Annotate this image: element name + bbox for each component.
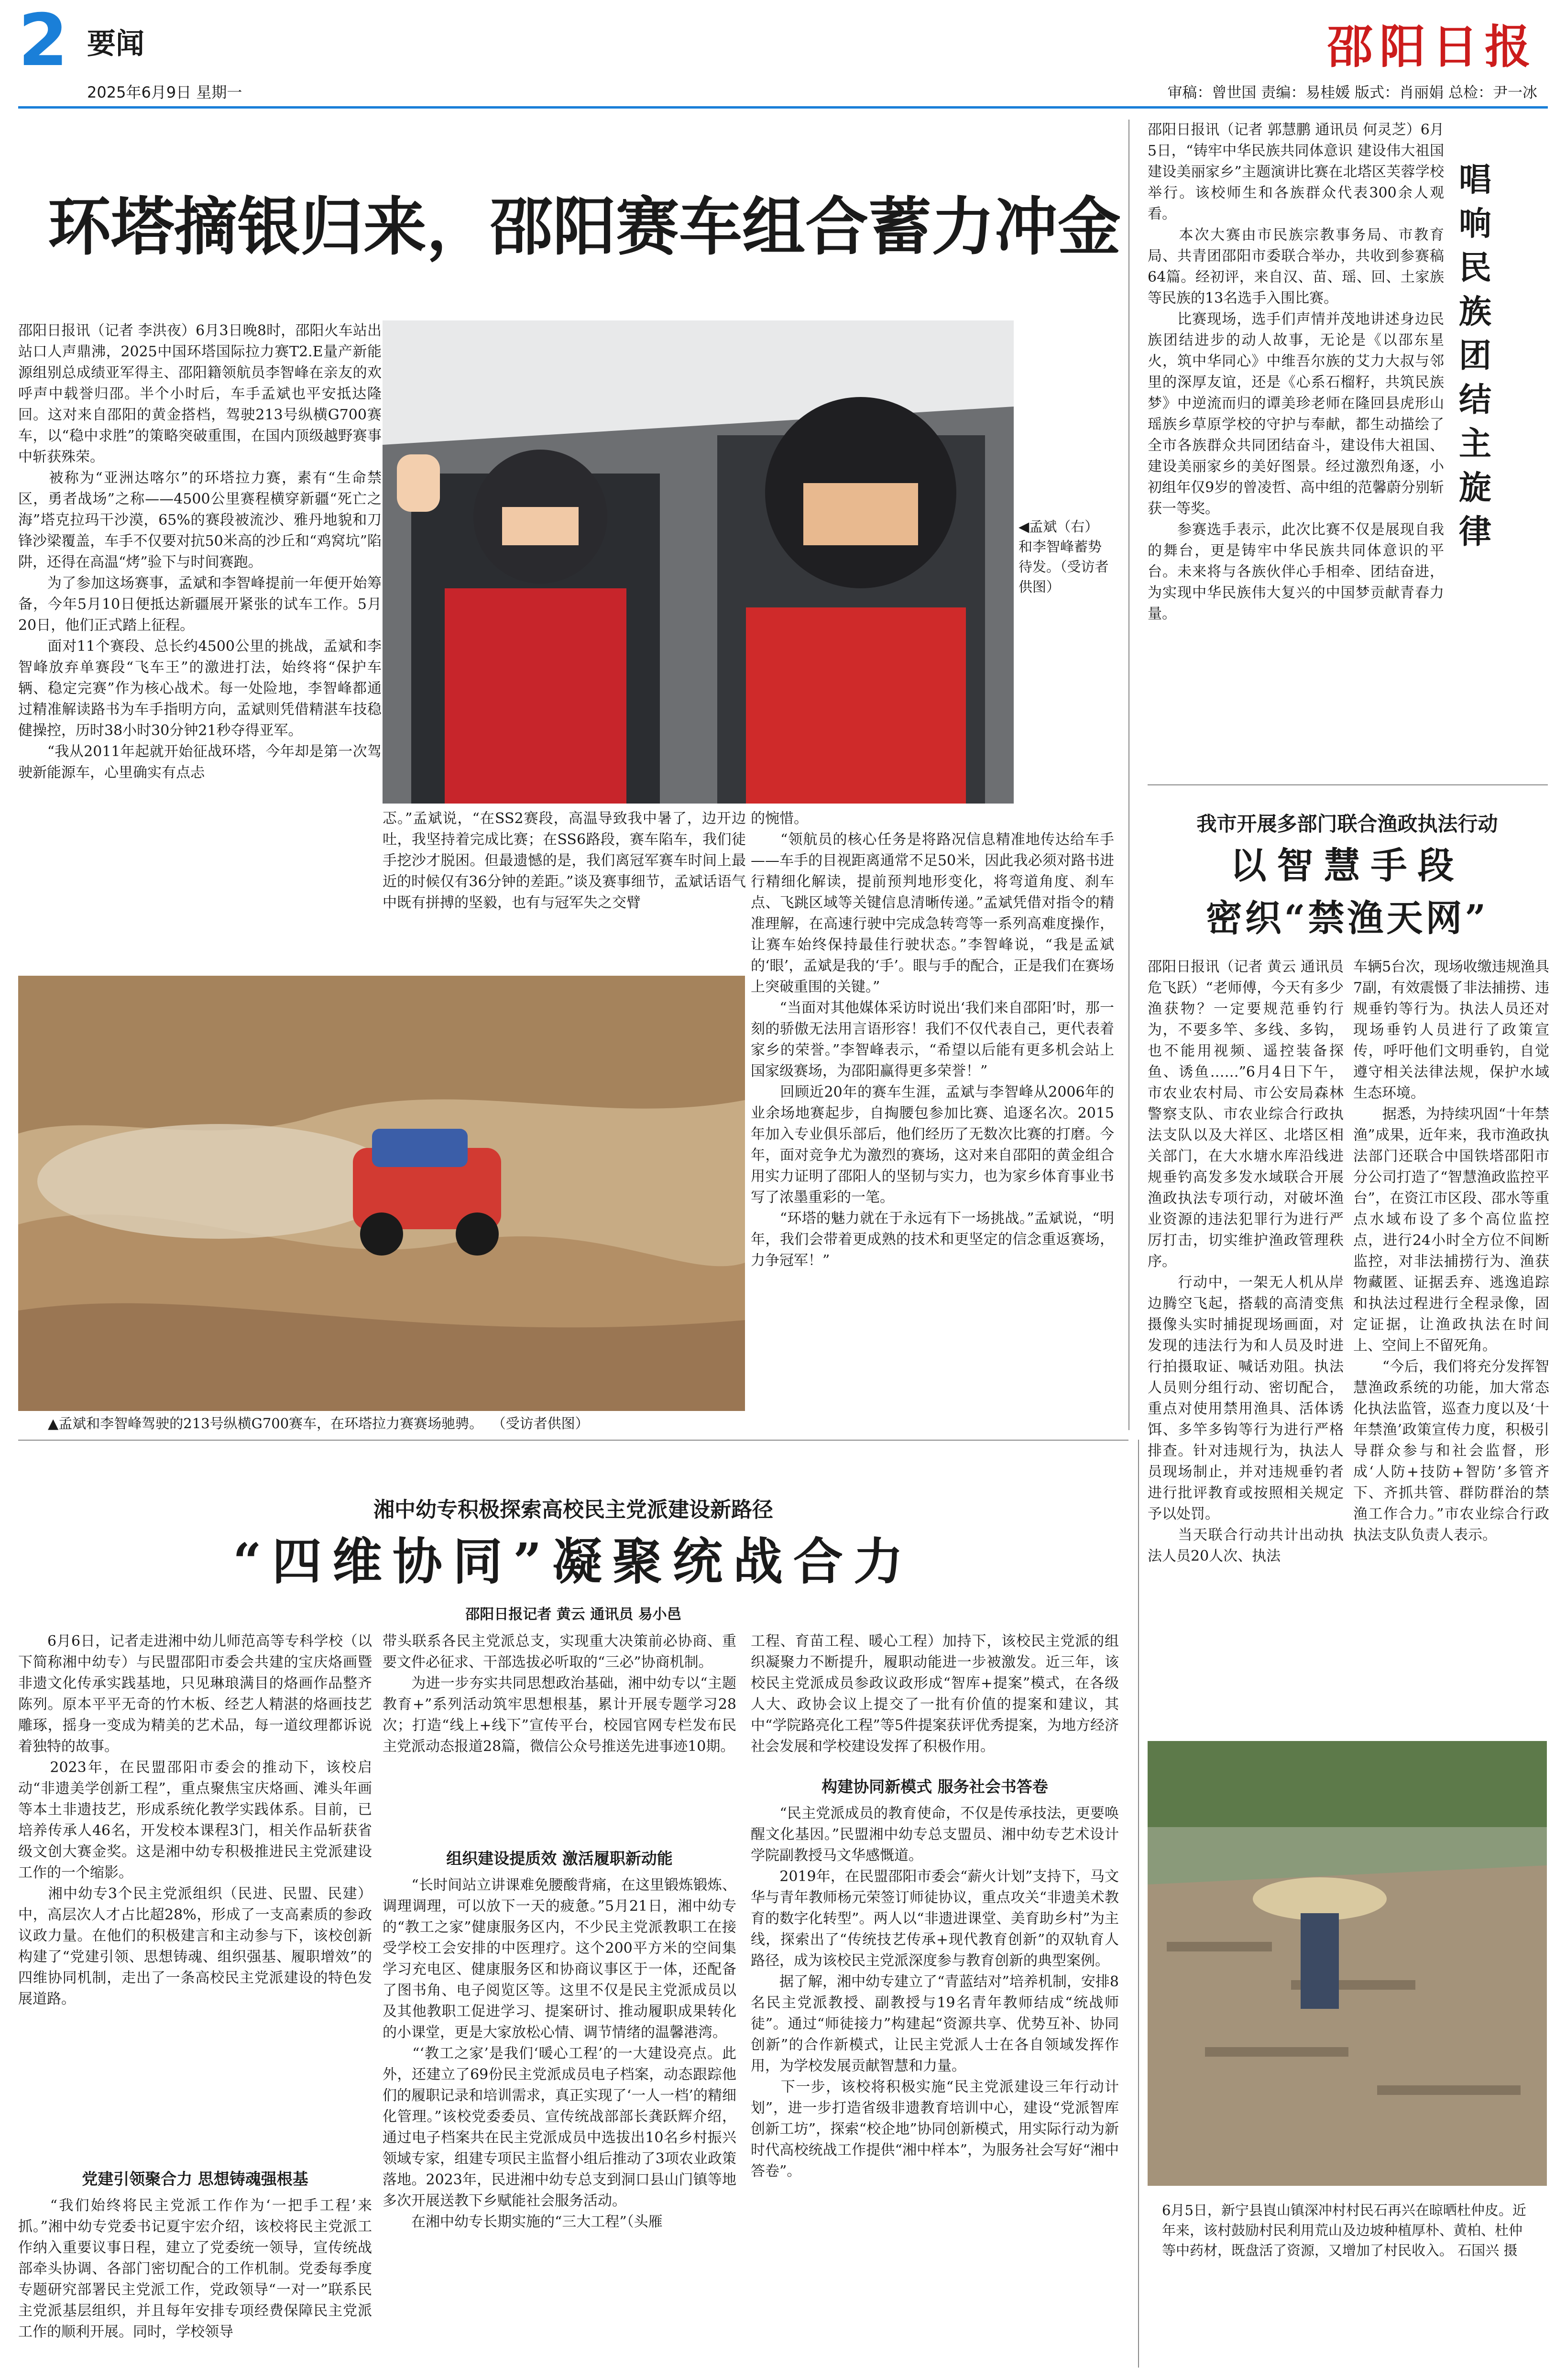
article4-sub3: 构建协同新模式 服务社会书答卷	[821, 1777, 1048, 1796]
article3-col2: 车辆5台次，现场收缴违规渔具7副，有效震慑了非法捕捞、违规垂钓等行为。执法人员还对现场垂钓人员进行了政策宣传，呼吁他们文明垂钓，自觉遵守相关法律法规，保护水域生态环境。 据悉，为持续巩固“十年禁渔”成果，近年来，我市渔政执法部门还联合中国铁塔邵阳市分公司打造了“智慧渔政监控平台”，在资江市区段、邵水等重点水域布设了多个高位监控点，进行24小时全方位不间断监控，对非法捕捞行为、渔获物藏匿、证据丢弃、逃逸追踪和执法过程进行全程录像，固定证据，让渔政执法在时间上、空间上不留死角。 “今后，我们将充分发挥智慧渔政系统的功能，加大常态化执法监管，巡查力度以及‘十年禁渔’政策宣传力度，积极引导群众参与和社会监督，形成‘人防+技防+智防’多管齐下、齐抓共管、群防群治的禁渔工作合力。”市农业综合行政执法支队负责人表示。	[1353, 959, 1549, 1543]
section-title: 要闻	[87, 27, 144, 61]
article4-byline: 邵阳日报记者 黄云 通讯员 易小邑	[465, 1606, 681, 1623]
page-number: 2	[18, 0, 68, 82]
article2-body: 邵阳日报讯（记者 郭慧鹏 通讯员 何灵芝）6月5日，“铸牢中华民族共同体意识 建设伟大祖国 建设美丽家乡”主题演讲比赛在北塔区芙蓉学校举行。该校师生和各族群众代表300余人观看。 本次大赛由市民族宗教事务局、市教育局、共青团邵阳市委联合举办，共收到参赛稿64篇。经初评，来自汉、苗、瑶、回、土家族等民族的13名选手入围比赛。 比赛现场，选手们声情并茂地讲述身边民族团结进步的动人故事，无论是《以邵东星火，筑中华同心》中维吾尔族的艾力大叔与邻里的深厚友谊，还是《心系石榴籽，共筑民族梦》中逆流而归的谭美珍老师在隆回县虎形山瑶族乡草原学校的守护与奉献，都生动描绘了全市各族群众共同团结奋斗，建设伟大祖国、建设美丽家乡的美好图景。经过激烈角逐，小初组年仅9岁的曾凌哲、高中组的范馨蔚分别斩获一等奖。 参赛选手表示，此次比赛不仅是展现自我的舞台，更是铸牢中华民族共同体意识的平台。未来将与各族伙伴心手相牵、团结奋进，为实现中华民族伟大复兴的中国梦贡献青春力量。	[1148, 121, 1444, 622]
article4-title: “四维协同”凝聚统战合力	[233, 1532, 914, 1591]
article2-divider	[1148, 784, 1548, 785]
article3-photo-farmer	[1148, 1741, 1547, 2186]
article3-kicker: 我市开展多部门联合渔政执法行动	[1196, 812, 1498, 836]
article3-title-line2: 密织“禁渔天网”	[1205, 897, 1489, 939]
article4-col1: 6月6日，记者走进湘中幼儿师范高等专科学校（以下简称湘中幼专）与民盟邵阳市委会共建的宝庆烙画暨非遗文化传承实践基地，只见琳琅满目的烙画作品整齐陈列。原本平平无奇的竹木板、经艺人精湛的烙画技艺雕琢，摇身一变成为精美的艺术品，每一道纹理都诉说着独特的故事。 2023年，在民盟邵阳市委会的推动下，该校启动“非遗美学创新工程”，重点聚焦宝庆烙画、滩头年画等本土非遗技艺，形成系统化教学实践体系。目前，已培养传承人46名，开发校本课程3门，相关作品斩获省级文创大赛金奖。这是湘中幼专积极推进民主党派建设工作的一个缩影。 湘中幼专3个民主党派组织（民进、民盟、民建）中，高层次人才占比超28%，形成了一支高素质的参政议政力量。在他们的积极建言和主动参与下，该校创新构建了“党建引领、思想铸魂、组织强基、履职增效”的四维协同机制，走出了一条高校民主党派建设的特色发展道路。	[18, 1633, 372, 2007]
article4-col2b: “长时间站立讲课难免腰酸背痛，在这里锻炼锻炼、调理调理，可以放下一天的疲惫。”5月21日，湘中幼专的“教工之家”健康服务区内，不少民主党派教职工在接受学校工会安排的中医理疗。这个200平方米的空间集学习充电区、健康服务区和协商议事区于一体，还配备了图书角、电子阅览区等。这里不仅是民主党派成员以及其他教职工促进学习、提案研讨、推动履职成果转化的小课堂，更是大家放松心情、调节情绪的温馨港湾。 “‘教工之家’是我们‘暖心工程’的一大建设亮点。此外，还建立了69份民主党派成员电子档案，动态跟踪他们的履职记录和培训需求，真正实现了‘一人一档’的精细化管理。”该校党委委员、宣传统战部部长龚跃辉介绍，通过电子档案共在民主党派成员中选拔出10名乡村振兴领域专家，组建专项民主监督小组后推动了3项农业政策落地。2023年，民进湘中幼专总支到洞口县山门镇等地多次开展送教下乡赋能社会服务活动。 在湘中幼专长期实施的“三大工程”（头雁	[383, 1877, 736, 2230]
article4-divider	[18, 1440, 1128, 1441]
article4-col3b: “民主党派成员的教育使命，不仅是传承技法，更要唤醒文化基因。”民盟湘中幼专总支盟员、湘中幼专艺术设计学院副教授马文华感慨道。 2019年，在民盟邵阳市委会“薪火计划”支持下，马文华与青年教师杨元荣签订师徒协议，重点攻关“非遗美术教育的数字化转型”。两人以“非遗进课堂、美育助乡村”为主线，探索出了“传统技艺传承+现代教育创新”的双轨育人路径，成为该校民主党派深度参与教育创新的典型案例。 据了解，湘中幼专建立了“青蓝结对”培养机制，安排8名民主党派教授、副教授与19名青年教师结成“统战师徒”。通过“师徒接力”构建起“资源共享、优势互补、协同创新”的合作新模式，让民主党派人士在各自领域发挥作用，为学校发展贡献智慧和力量。 下一步，该校将积极实施“民主党派建设三年行动计划”，进一步打造省级非遗教育培训中心，建设“党派智库创新工坊”，探索“校企地”协同创新模式，用实际行动为新时代高校统战工作提供“湘中样本”，为服务社会写好“湘中答卷”。	[751, 1805, 1119, 2180]
article3-title-line1: 以智慧手段	[1230, 844, 1465, 887]
right-column-divider	[1138, 1440, 1139, 2368]
article1-col3: 的惋惜。 “领航员的核心任务是将路况信息精准地传达给车手——车手的目视距离通常不足50米，因此我必须对路书进行精细化解读，提前预判地形变化，将弯道角度、刹车点、飞跳区域等关键信息清晰传递。”孟斌凭借对指令的精准理解，在高速行驶中完成急转弯等一系列高难度操作，让赛车始终保持最佳行驶状态。”李智峰说，“我是孟斌的‘眼’，孟斌是我的‘手’。眼与手的配合，正是我们在赛场上突破重围的关键。” “当面对其他媒体采访时说出‘我们来自邵阳’时，那一刻的骄傲无法用言语形容！我们不仅代表自己，更代表着家乡的荣誉。”李智峰表示，“希望以后能有更多机会站上国家级赛场，为邵阳赢得更多荣誉！” 回顾近20年的赛车生涯，孟斌与李智峰从2006年的业余场地赛起步，自掏腰包参加比赛、追逐名次。2015年加入专业俱乐部后，他们经历了无数次比赛的打磨。今年，面对竞争尤为激烈的赛场，这对来自邵阳的黄金组合用实力证明了邵阳人的坚韧与实力，也为家乡体育事业书写了浓墨重彩的一笔。 “环塔的魅力就在于永远有下一场挑战。”孟斌说，“明年，我们会带着更成熟的技术和更坚定的信念重返赛场，力争冠军！”	[751, 810, 1114, 1269]
article4-col1b: “我们始终将民主党派工作作为‘一把手工程’来抓。”湘中幼专党委书记夏宇宏介绍，该校将民主党派工作纳入重要议事日程，建立了党委统一领导，宣传统战部牵头协调、各部门密切配合的工作机制。党委每季度专题研究部署民主党派工作，党政领导“一对一”联系民主党派基层组织，并且每年安排专项经费保障民主党派工作的顺利开展。同时，学校领导	[18, 2197, 372, 2340]
article4-sub1: 党建引领聚合力 思想铸魂强根基	[82, 2170, 308, 2188]
article1-col1: 邵阳日报讯（记者 李洪夜）6月3日晚8时，邵阳火车站出站口人声鼎沸，2025中国环塔国际拉力赛T2.E量产新能源组别总成绩亚军得主、邵阳籍领航员李智峰在亲友的欢呼声中载誉归邵。半个小时后，车手孟斌也平安抵达隆回。这对来自邵阳的黄金搭档，驾驶213号纵横G700赛车，以“稳中求胜”的策略突破重围，在国内顶级越野赛事中斩获殊荣。 被称为“亚洲达喀尔”的环塔拉力赛，素有“生命禁区，勇者战场”之称——4500公里赛程横穿新疆“死亡之海”塔克拉玛干沙漠，65%的赛段被流沙、雅丹地貌和刀锋沙梁覆盖，车手不仅要对抗50米高的沙丘和“鸡窝坑”陷阱，还得在高温“烤”验下与时间赛跑。 为了参加这场赛事，孟斌和李智峰提前一年便开始筹备，今年5月10日便抵达新疆展开紧张的试车工作。5月20日，他们正式踏上征程。 面对11个赛段、总长约4500公里的挑战，孟斌和李智峰放弃单赛段“飞车王”的激进打法，始终将“保护车辆、稳定完赛”作为核心战术。每一处险地，李智峰都通过精准解读路书为车手指明方向，孟斌则凭借精湛车技稳健操控，历时38小时30分钟21秒夺得亚军。 “我从2011年起就开始征战环塔，今年却是第一次驾驶新能源车，心里确实有点忐	[18, 322, 382, 781]
article1-photo2-caption: ▲孟斌和李智峰驾驶的213号纵横G700赛车，在环塔拉力赛赛场驰骋。 （受访者供图）	[48, 1415, 589, 1432]
editorial-staff: 审稿：曾世国 责编：易桂媛 版式：肖丽娟 总检：尹一冰	[1167, 84, 1537, 101]
article1-col2: 忑。”孟斌说，“在SS2赛段，高温导致我中暑了，边开边吐，我坚持着完成比赛；在SS6路段，赛车陷车，我们徒手挖沙才脱困。但最遗憾的是，我们离冠军赛车时间上最近的时候仅有36分钟的差距。”谈及赛事细节，孟斌话语气中既有拼搏的坚毅，也有与冠军失之交臂	[383, 810, 746, 911]
article3-photo-caption: 6月5日，新宁县崀山镇深冲村村民石再兴在晾晒杜仲皮。近年来，该村鼓励村民利用荒山及边坡种植厚朴、黄柏、杜仲等中药材，既盘活了资源，又增加了村民收入。 石国兴 摄	[1162, 2202, 1526, 2259]
column-divider	[1128, 120, 1129, 1430]
article4-sub2: 组织建设提质效 激活履职新动能	[446, 1849, 673, 1868]
header-rule	[18, 106, 1548, 109]
article1-title: 环塔摘银归来，邵阳赛车组合蓄力冲金	[48, 190, 1121, 264]
article4-kicker: 湘中幼专积极探索高校民主党派建设新路径	[373, 1498, 773, 1522]
article2-title: 唱响民族团结主旋律	[1458, 161, 1491, 551]
article1-photo-racecar	[18, 976, 745, 1411]
article3-col1: 邵阳日报讯（记者 黄云 通讯员 危飞跃）“老师傅，今天有多少渔获物？一定要规范垂钓行为，不要多竿、多线、多钩，也不能用视频、遥控装备探鱼、诱鱼……”6月4日下午，市农业农村局、市公安局森林警察支队、市农业综合行政执法支队以及大祥区、北塔区相关部门，在大水塘水库沿线进规垂钓高发多发水域联合开展渔政执法专项行动，对破坏渔业资源的违法犯罪行为进行严厉打击，切实维护渔政管理秩序。 行动中，一架无人机从岸边腾空飞起，搭载的高清变焦摄像头实时捕捉现场画面，对发现的违法行为和人员及时进行拍摄取证、喊话劝阻。执法人员则分组行动、密切配合，重点对使用禁用渔具、活体诱饵、多竿多钩等行为进行严格排查。针对违规行为，执法人员现场制止，并对违规垂钓者进行批评教育或按照相关规定予以处罚。 当天联合行动共计出动执法人员20人次、执法	[1148, 959, 1344, 1565]
article4-col3: 工程、育苗工程、暖心工程）加持下，该校民主党派的组织凝聚力不断提升，履职动能进一步被激发。近三年，该校民主党派成员参政议政形成“智库+提案”模式，在各级人大、政协会议上提交了一批有价值的提案和建议，其中“学院路亮化工程”等5件提案获评优秀提案，为地方经济社会发展和学校建设发挥了积极作用。	[751, 1633, 1119, 1755]
article1-photo1-caption: ◀孟斌（右）和李智峰蓄势待发。（受访者供图）	[1018, 518, 1109, 595]
newspaper-logo: 邵阳日报	[1327, 20, 1537, 74]
issue-date: 2025年6月9日 星期一	[87, 83, 242, 101]
article4-col2: 带头联系各民主党派总支，实现重大决策前必协商、重要文件必征求、干部选拔必听取的“三必”协商机制。 为进一步夯实共同思想政治基础，湘中幼专以“主题教育+”系列活动筑牢思想根基，累计开展专题学习28次；打造“线上+线下”宣传平台，校园官网专栏发布民主党派动态报道28篇，微信公众号推送先进事迹10期。	[383, 1633, 736, 1755]
article1-photo-cockpit	[383, 320, 1014, 804]
